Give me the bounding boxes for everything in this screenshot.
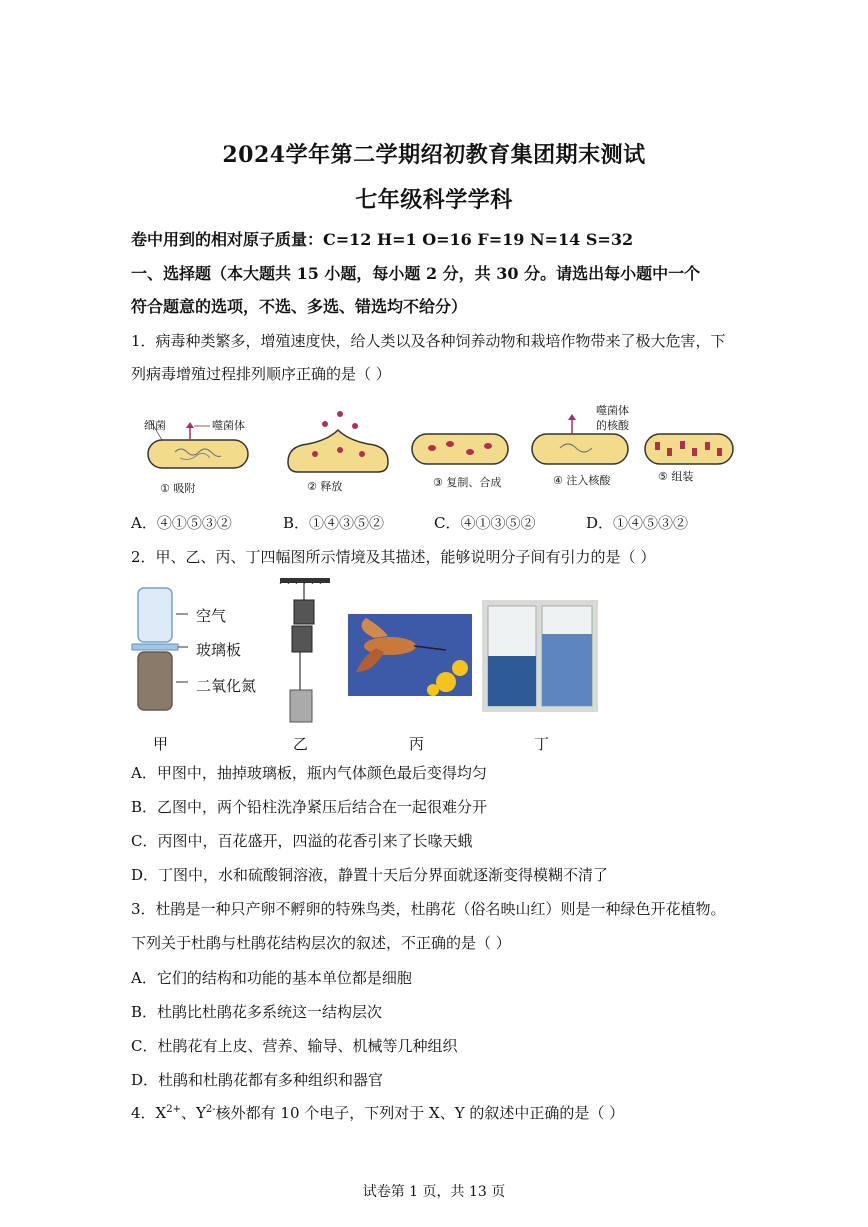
step-3-label: ③ 复制、合成	[433, 476, 502, 489]
beakers-photo	[482, 600, 598, 712]
step5-cell	[645, 434, 733, 464]
lead-cylinders-illustration	[280, 578, 330, 722]
label-glass-plate: 玻璃板	[196, 641, 242, 659]
section-heading-line2: 符合题意的选项，不选、多选、错选均不给分）	[131, 297, 468, 316]
step-2-label: ② 释放	[307, 480, 343, 493]
q1-stem-line2: 列病毒增殖过程排列顺序正确的是（ ）	[131, 365, 391, 383]
q1-stem-line1: 1．病毒种类繁多，增殖速度快，给人类以及各种饲养动物和栽培作物带来了极大危害，下	[131, 332, 726, 350]
page-title: 2024学年第二学期绍初教育集团期末测试	[222, 142, 646, 168]
q3-option-b[interactable]: B．杜鹃比杜鹃花多系统这一结构层次	[131, 1003, 383, 1021]
bottles-illustration	[132, 588, 188, 710]
q3-option-c[interactable]: C．杜鹃花有上皮、营养、输导、机械等几种组织	[131, 1037, 458, 1055]
atomic-mass-note: 卷中用到的相对原子质量：C=12 H=1 O=16 F=19 N=14 S=32	[131, 230, 634, 249]
q3-stem-line1: 3．杜鹃是一种只产卵不孵卵的特殊鸟类，杜鹃花（俗名映山红）则是一种绿色开花植物。	[131, 900, 726, 918]
q2-option-d[interactable]: D．丁图中，水和硫酸铜溶液，静置十天后分界面就逐渐变得模糊不清了	[131, 866, 609, 884]
panel-label-jia: 甲	[153, 735, 169, 753]
q3-option-d[interactable]: D．杜鹃和杜鹃花都有多种组织和器官	[131, 1071, 384, 1089]
q1-option-d[interactable]: D．①④⑤③②	[586, 514, 689, 532]
step-1-label: ① 吸附	[160, 482, 196, 495]
q3-option-a[interactable]: A．它们的结构和功能的基本单位都是细胞	[131, 969, 412, 987]
label-phage-nucleic-2: 的核酸	[596, 419, 629, 432]
panel-label-yi: 乙	[293, 735, 309, 753]
step3-cell	[412, 434, 508, 464]
label-phage: 噬菌体	[212, 419, 245, 432]
q1-option-b[interactable]: B．①④③⑤②	[283, 514, 385, 532]
q1-option-c[interactable]: C．④①③⑤②	[434, 514, 536, 532]
page-footer: 试卷第 1 页，共 13 页	[362, 1184, 506, 1200]
label-no2: 二氧化氮	[196, 677, 257, 695]
q3-stem-line2: 下列关于杜鹃与杜鹃花结构层次的叙述，不正确的是（ ）	[131, 934, 511, 952]
label-phage-nucleic-1: 噬菌体	[596, 404, 629, 417]
page-subtitle: 七年级科学学科	[355, 187, 513, 213]
q2-option-c[interactable]: C．丙图中，百花盛开，四溢的花香引来了长喙天蛾	[131, 832, 473, 850]
q2-option-b[interactable]: B．乙图中，两个铅柱洗净紧压后结合在一起很难分开	[131, 798, 488, 816]
moth-photo	[348, 614, 472, 696]
panel-label-ding: 丁	[534, 735, 550, 753]
label-bacteria: 细菌	[144, 419, 166, 432]
q1-option-a[interactable]: A．④①⑤③②	[131, 514, 232, 532]
panel-label-bing: 丙	[409, 735, 425, 753]
section-heading-line1: 一、选择题（本大题共 15 小题，每小题 2 分，共 30 分。请选出每小题中一个	[131, 264, 701, 283]
label-air: 空气	[196, 607, 227, 625]
step2-cell	[288, 411, 388, 472]
step-4-label: ④ 注入核酸	[553, 474, 611, 487]
q4-stem: 4．$X^{2+}$、$Y^{2-}$核外都有 10 个电子，下列对于 X、Y 的叙述中正确的是（ ）	[131, 1104, 625, 1122]
q2-option-a[interactable]: A．甲图中，抽掉玻璃板，瓶内气体颜色最后变得均匀	[131, 764, 487, 782]
q2-stem: 2．甲、乙、丙、丁四幅图所示情境及其描述，能够说明分子间有引力的是（ ）	[131, 548, 656, 566]
step-5-label: ⑤ 组装	[658, 470, 694, 483]
